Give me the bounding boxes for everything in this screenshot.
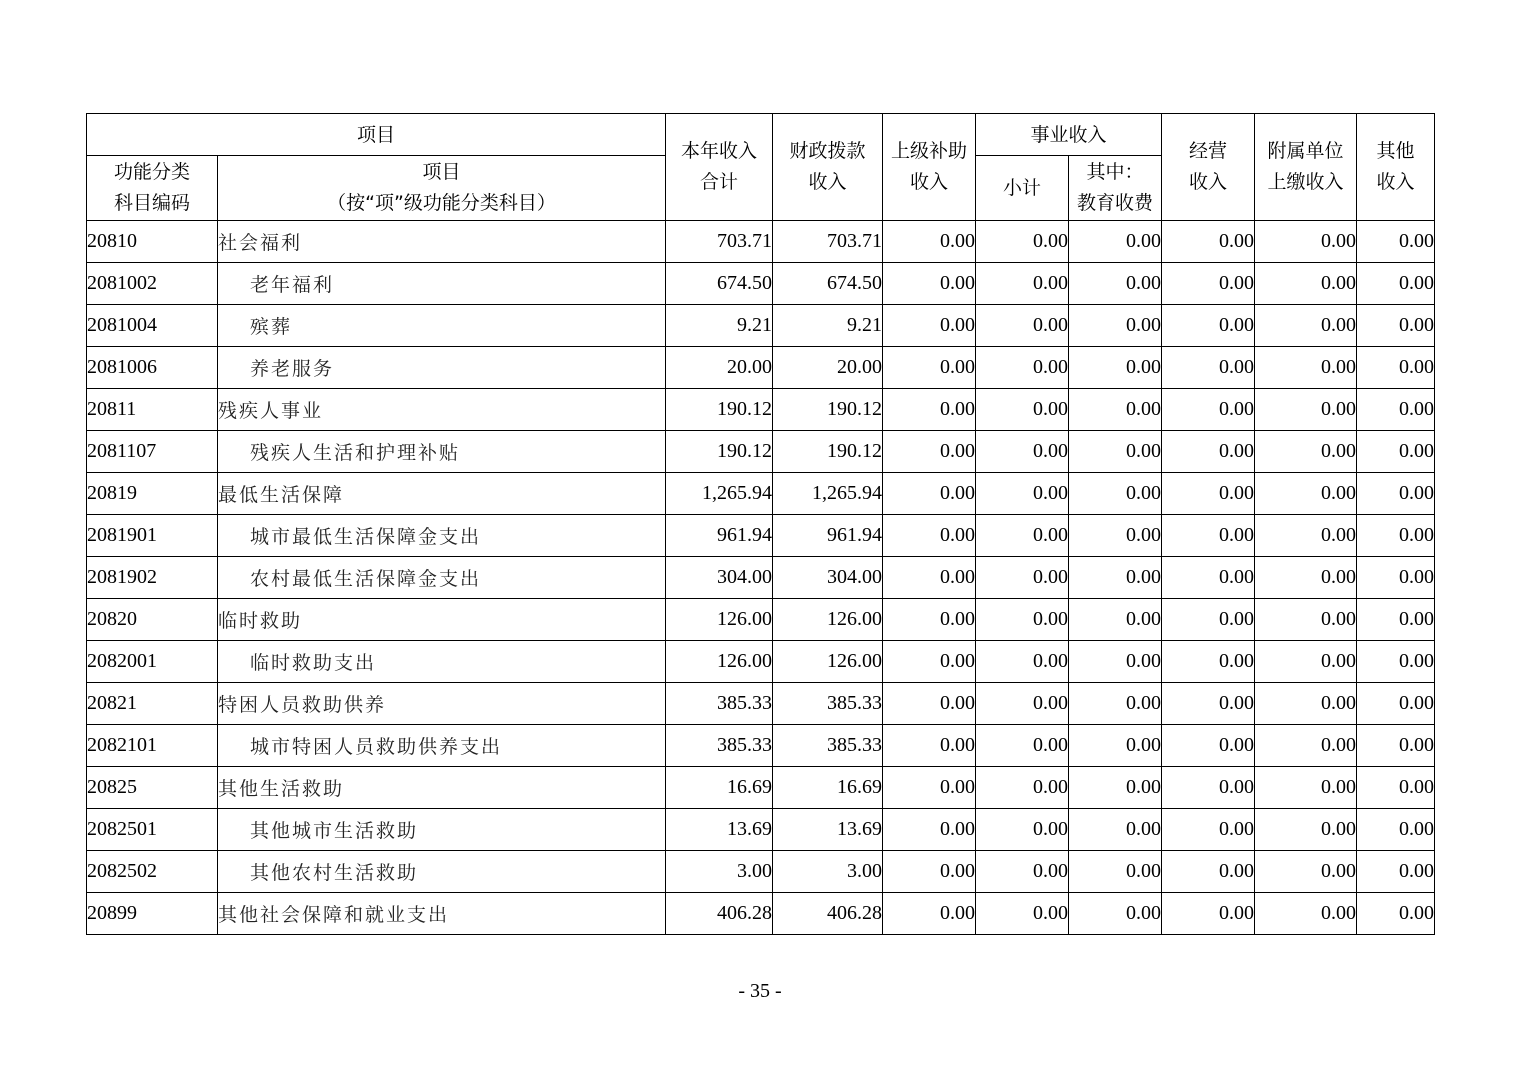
amount-cell: 961.94 [666, 515, 773, 557]
amount-cell: 961.94 [773, 515, 883, 557]
function-code-cell: 2081902 [87, 557, 218, 599]
amount-cell: 0.00 [1357, 893, 1435, 935]
amount-cell: 0.00 [883, 305, 976, 347]
amount-cell: 0.00 [1162, 641, 1255, 683]
amount-cell: 126.00 [666, 599, 773, 641]
amount-cell: 0.00 [1162, 347, 1255, 389]
amount-cell: 0.00 [1357, 809, 1435, 851]
amount-cell: 0.00 [1162, 389, 1255, 431]
amount-cell: 0.00 [883, 347, 976, 389]
amount-cell: 0.00 [883, 809, 976, 851]
amount-cell: 406.28 [773, 893, 883, 935]
amount-cell: 0.00 [976, 221, 1069, 263]
amount-cell: 0.00 [1069, 599, 1162, 641]
table-row [87, 851, 1435, 893]
header-code-line1: 功能分类 [113, 161, 190, 183]
header-subtotal: 小计 [976, 156, 1069, 221]
table-row [87, 683, 1435, 725]
amount-cell: 0.00 [1357, 851, 1435, 893]
amount-cell: 0.00 [1357, 641, 1435, 683]
amount-cell: 0.00 [1255, 305, 1357, 347]
item-name-cell: 老年福利 [218, 263, 666, 305]
amount-cell: 0.00 [1357, 263, 1435, 305]
amount-cell: 0.00 [1069, 557, 1162, 599]
amount-cell: 0.00 [1069, 263, 1162, 305]
amount-cell: 385.33 [666, 725, 773, 767]
amount-cell: 0.00 [976, 767, 1069, 809]
amount-cell: 703.71 [773, 221, 883, 263]
item-name-cell: 殡葬 [218, 305, 666, 347]
amount-cell: 0.00 [976, 641, 1069, 683]
amount-cell: 0.00 [1255, 641, 1357, 683]
amount-cell: 20.00 [666, 347, 773, 389]
amount-cell: 0.00 [976, 809, 1069, 851]
amount-cell: 0.00 [1357, 725, 1435, 767]
amount-cell: 0.00 [1255, 851, 1357, 893]
header-affiliated-units [1255, 114, 1357, 221]
function-code-cell: 2081004 [87, 305, 218, 347]
header-total-line2: 合计 [700, 171, 739, 193]
table-body [87, 221, 1435, 935]
header-total-line1: 本年收入 [681, 140, 758, 162]
amount-cell: 0.00 [1069, 809, 1162, 851]
item-name-cell: 城市特困人员救助供养支出 [218, 725, 666, 767]
amount-cell: 0.00 [1255, 389, 1357, 431]
amount-cell: 0.00 [976, 431, 1069, 473]
amount-cell: 0.00 [976, 515, 1069, 557]
amount-cell: 0.00 [1162, 809, 1255, 851]
item-name-cell: 农村最低生活保障金支出 [218, 557, 666, 599]
amount-cell: 0.00 [1357, 599, 1435, 641]
item-name-cell: 临时救助支出 [218, 641, 666, 683]
header-project-group: 项目 [87, 114, 666, 156]
header-business-income-group: 事业收入 [976, 114, 1162, 156]
item-name-cell: 其他农村生活救助 [218, 851, 666, 893]
item-name-cell: 残疾人生活和护理补贴 [218, 431, 666, 473]
function-code-cell: 2082501 [87, 809, 218, 851]
amount-cell: 0.00 [1357, 389, 1435, 431]
function-code-cell: 2081002 [87, 263, 218, 305]
item-name-cell: 其他社会保障和就业支出 [218, 893, 666, 935]
table-row [87, 221, 1435, 263]
amount-cell: 0.00 [1255, 431, 1357, 473]
amount-cell: 0.00 [976, 347, 1069, 389]
amount-cell: 126.00 [666, 641, 773, 683]
item-name-cell: 临时救助 [218, 599, 666, 641]
amount-cell: 674.50 [773, 263, 883, 305]
amount-cell: 0.00 [1069, 347, 1162, 389]
amount-cell: 0.00 [883, 515, 976, 557]
amount-cell: 0.00 [883, 389, 976, 431]
function-code-cell: 20811 [87, 389, 218, 431]
table-row [87, 431, 1435, 473]
amount-cell: 0.00 [1255, 473, 1357, 515]
amount-cell: 0.00 [883, 893, 976, 935]
amount-cell: 703.71 [666, 221, 773, 263]
income-budget-table [86, 113, 1435, 935]
amount-cell: 0.00 [1069, 851, 1162, 893]
amount-cell: 0.00 [976, 851, 1069, 893]
amount-cell: 3.00 [666, 851, 773, 893]
item-name-cell: 特困人员救助供养 [218, 683, 666, 725]
amount-cell: 674.50 [666, 263, 773, 305]
item-name-cell: 最低生活保障 [218, 473, 666, 515]
item-name-cell: 养老服务 [218, 347, 666, 389]
amount-cell: 0.00 [1357, 557, 1435, 599]
header-operating-income [1162, 114, 1255, 221]
header-fiscal-line1: 财政拨款 [789, 140, 866, 162]
header-total-income [666, 114, 773, 221]
amount-cell: 190.12 [773, 431, 883, 473]
amount-cell: 0.00 [1162, 221, 1255, 263]
amount-cell: 0.00 [883, 851, 976, 893]
amount-cell: 0.00 [1069, 431, 1162, 473]
header-function-code [87, 156, 218, 221]
amount-cell: 0.00 [1357, 683, 1435, 725]
amount-cell: 0.00 [1357, 305, 1435, 347]
item-name-cell: 其他生活救助 [218, 767, 666, 809]
amount-cell: 304.00 [773, 557, 883, 599]
amount-cell: 16.69 [666, 767, 773, 809]
amount-cell: 0.00 [1357, 515, 1435, 557]
header-education-line1: 其中： [1086, 161, 1144, 183]
amount-cell: 0.00 [1162, 515, 1255, 557]
amount-cell: 0.00 [883, 725, 976, 767]
amount-cell: 0.00 [883, 473, 976, 515]
function-code-cell: 20820 [87, 599, 218, 641]
table-row [87, 263, 1435, 305]
amount-cell: 385.33 [773, 725, 883, 767]
header-education-line2: 教育收费 [1077, 192, 1154, 214]
amount-cell: 190.12 [666, 431, 773, 473]
amount-cell: 0.00 [1162, 599, 1255, 641]
amount-cell: 385.33 [773, 683, 883, 725]
amount-cell: 16.69 [773, 767, 883, 809]
amount-cell: 0.00 [1162, 893, 1255, 935]
function-code-cell: 2081901 [87, 515, 218, 557]
table-row [87, 893, 1435, 935]
amount-cell: 0.00 [883, 767, 976, 809]
amount-cell: 0.00 [1255, 557, 1357, 599]
amount-cell: 13.69 [666, 809, 773, 851]
amount-cell: 190.12 [773, 389, 883, 431]
header-other-line2: 收入 [1376, 171, 1415, 193]
table-row [87, 809, 1435, 851]
function-code-cell: 20821 [87, 683, 218, 725]
amount-cell: 9.21 [666, 305, 773, 347]
amount-cell: 0.00 [976, 725, 1069, 767]
amount-cell: 0.00 [1162, 305, 1255, 347]
amount-cell: 0.00 [976, 683, 1069, 725]
amount-cell: 0.00 [1162, 473, 1255, 515]
amount-cell: 0.00 [1357, 431, 1435, 473]
amount-cell: 385.33 [666, 683, 773, 725]
function-code-cell: 2082502 [87, 851, 218, 893]
amount-cell: 126.00 [773, 641, 883, 683]
amount-cell: 0.00 [1357, 473, 1435, 515]
table-row [87, 347, 1435, 389]
amount-cell: 0.00 [1069, 389, 1162, 431]
table-row [87, 557, 1435, 599]
amount-cell: 0.00 [1069, 641, 1162, 683]
amount-cell: 9.21 [773, 305, 883, 347]
amount-cell: 0.00 [883, 557, 976, 599]
amount-cell: 0.00 [1162, 767, 1255, 809]
amount-cell: 0.00 [976, 893, 1069, 935]
amount-cell: 0.00 [1357, 347, 1435, 389]
header-fiscal-line2: 收入 [808, 171, 847, 193]
header-affiliated-line2: 上缴收入 [1267, 171, 1344, 193]
item-name-cell: 社会福利 [218, 221, 666, 263]
header-other-line1: 其他 [1376, 140, 1415, 162]
table-row [87, 599, 1435, 641]
header-name-line2: （按“项”级功能分类科目） [327, 192, 556, 214]
header-operating-line2: 收入 [1189, 171, 1228, 193]
amount-cell: 0.00 [976, 599, 1069, 641]
amount-cell: 0.00 [1255, 515, 1357, 557]
amount-cell: 0.00 [976, 473, 1069, 515]
amount-cell: 0.00 [1069, 221, 1162, 263]
amount-cell: 0.00 [883, 599, 976, 641]
table-row [87, 305, 1435, 347]
function-code-cell: 20899 [87, 893, 218, 935]
amount-cell: 0.00 [1255, 809, 1357, 851]
amount-cell: 0.00 [1357, 767, 1435, 809]
item-name-cell: 其他城市生活救助 [218, 809, 666, 851]
amount-cell: 126.00 [773, 599, 883, 641]
header-superior-line1: 上级补助 [891, 140, 968, 162]
header-operating-line1: 经营 [1189, 140, 1228, 162]
amount-cell: 0.00 [976, 389, 1069, 431]
function-code-cell: 20819 [87, 473, 218, 515]
amount-cell: 0.00 [883, 641, 976, 683]
amount-cell: 0.00 [976, 557, 1069, 599]
function-code-cell: 2082101 [87, 725, 218, 767]
amount-cell: 0.00 [1255, 683, 1357, 725]
amount-cell: 0.00 [1255, 893, 1357, 935]
page-number: - 35 - [738, 980, 782, 1002]
header-superior-subsidy [883, 114, 976, 221]
table-row [87, 473, 1435, 515]
amount-cell: 0.00 [1255, 221, 1357, 263]
item-name-cell: 残疾人事业 [218, 389, 666, 431]
header-affiliated-line1: 附属单位 [1267, 140, 1344, 162]
amount-cell: 0.00 [1069, 305, 1162, 347]
amount-cell: 13.69 [773, 809, 883, 851]
amount-cell: 0.00 [883, 263, 976, 305]
function-code-cell: 2081107 [87, 431, 218, 473]
amount-cell: 0.00 [1162, 431, 1255, 473]
function-code-cell: 2081006 [87, 347, 218, 389]
amount-cell: 304.00 [666, 557, 773, 599]
amount-cell: 0.00 [1255, 767, 1357, 809]
table-row [87, 641, 1435, 683]
header-fiscal-appropriation [773, 114, 883, 221]
amount-cell: 0.00 [1069, 473, 1162, 515]
amount-cell: 0.00 [1255, 599, 1357, 641]
amount-cell: 0.00 [883, 431, 976, 473]
amount-cell: 0.00 [1162, 725, 1255, 767]
amount-cell: 3.00 [773, 851, 883, 893]
amount-cell: 0.00 [1069, 767, 1162, 809]
amount-cell: 0.00 [1069, 683, 1162, 725]
item-name-cell: 城市最低生活保障金支出 [218, 515, 666, 557]
amount-cell: 406.28 [666, 893, 773, 935]
function-code-cell: 20825 [87, 767, 218, 809]
header-superior-line2: 收入 [910, 171, 949, 193]
function-code-cell: 20810 [87, 221, 218, 263]
amount-cell: 0.00 [1255, 347, 1357, 389]
amount-cell: 0.00 [1255, 263, 1357, 305]
table-row [87, 515, 1435, 557]
amount-cell: 0.00 [1162, 683, 1255, 725]
amount-cell: 0.00 [1357, 221, 1435, 263]
amount-cell: 0.00 [1255, 725, 1357, 767]
header-item-name [218, 156, 666, 221]
amount-cell: 0.00 [883, 221, 976, 263]
amount-cell: 1,265.94 [666, 473, 773, 515]
header-other-income [1357, 114, 1435, 221]
table-row [87, 389, 1435, 431]
amount-cell: 0.00 [976, 263, 1069, 305]
amount-cell: 0.00 [976, 305, 1069, 347]
table-row [87, 767, 1435, 809]
amount-cell: 0.00 [1162, 851, 1255, 893]
amount-cell: 0.00 [1162, 263, 1255, 305]
amount-cell: 1,265.94 [773, 473, 883, 515]
amount-cell: 0.00 [1069, 725, 1162, 767]
amount-cell: 20.00 [773, 347, 883, 389]
amount-cell: 190.12 [666, 389, 773, 431]
header-education-fee [1069, 156, 1162, 221]
amount-cell: 0.00 [883, 683, 976, 725]
header-name-line1: 项目 [422, 161, 461, 183]
function-code-cell: 2082001 [87, 641, 218, 683]
amount-cell: 0.00 [1162, 557, 1255, 599]
header-code-line2: 科目编码 [113, 192, 190, 214]
amount-cell: 0.00 [1069, 893, 1162, 935]
amount-cell: 0.00 [1069, 515, 1162, 557]
table-row [87, 725, 1435, 767]
